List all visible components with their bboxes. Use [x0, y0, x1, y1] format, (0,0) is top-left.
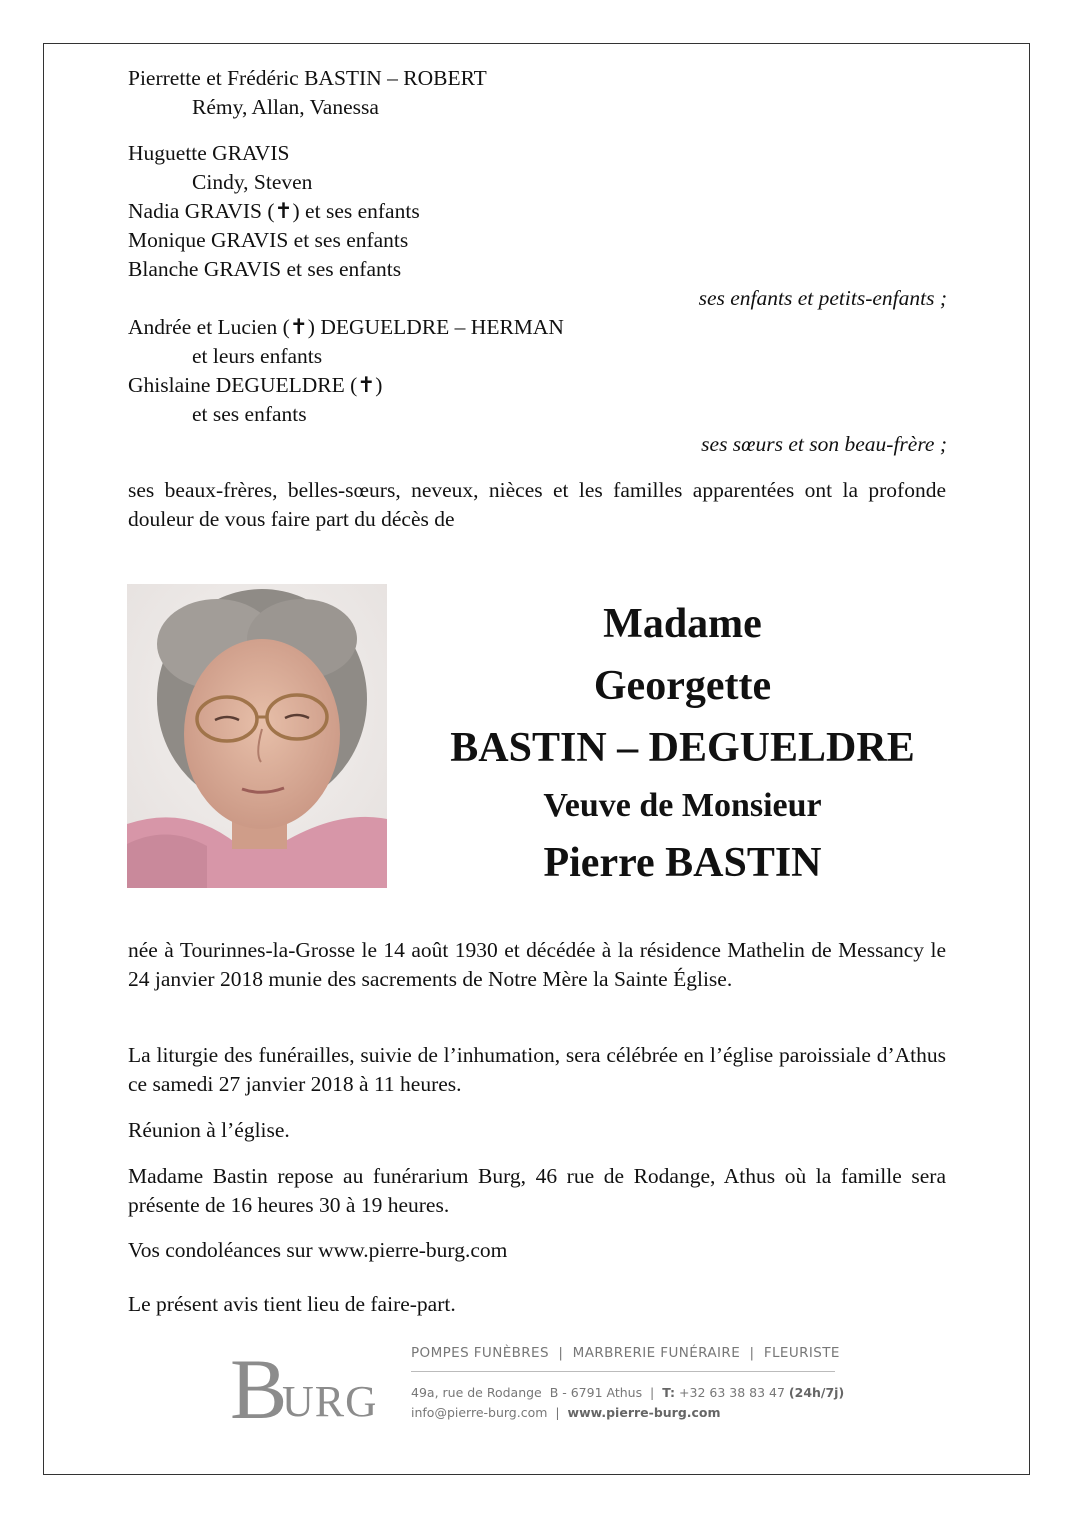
contact-line	[411, 1405, 721, 1420]
deceased-surname: BASTIN – DEGUELDRE	[450, 725, 915, 771]
birth-death-text: née à Tourinnes-la-Grosse le 14 août 1930 et décédée à la résidence Mathelin de Messancy le 24 janvier 2018 munie des sacrements de Notre Mère la Sainte Église.	[128, 938, 946, 991]
spouse-name: Pierre BASTIN	[543, 840, 822, 886]
family-line: et ses enfants	[192, 402, 307, 426]
funeral-text: La liturgie des funérailles, suivie de l’inhumation, sera célébrée en l’église paroissiale d’Athus ce samedi 27 janvier 2018 à 11 heures.	[128, 1043, 946, 1096]
condolences-text[interactable]: Vos condoléances sur www.pierre-burg.com	[128, 1238, 508, 1262]
logo-letters-urg: URG	[282, 1377, 375, 1425]
deceased-relation: Veuve de Monsieur	[543, 787, 822, 824]
phone[interactable]: +32 63 38 83 47	[675, 1385, 789, 1400]
announcement-text: ses beaux-frères, belles-sœurs, neveux, nièces et les familles apparentées ont la profonde douleur de vous faire part du décès de	[128, 478, 946, 531]
deceased-title: Madame	[603, 601, 762, 647]
family-line: et leurs enfants	[192, 344, 323, 368]
family-line: Huguette GRAVIS	[128, 141, 290, 165]
viewing-text: Madame Bastin repose au funérarium Burg, 46 rue de Rodange, Athus où la famille sera présente de 16 heures 30 à 19 heures.	[128, 1164, 946, 1217]
address: 49a, rue de Rodange B - 6791 Athus |	[411, 1385, 663, 1400]
notice-text: Le présent avis tient lieu de faire-part.	[128, 1292, 456, 1316]
deceased-first-name: Georgette	[593, 663, 772, 709]
address-line	[411, 1385, 844, 1400]
meeting-text: Réunion à l’église.	[128, 1118, 290, 1142]
phone-hours: (24h/7j)	[788, 1385, 845, 1400]
family-role: ses sœurs et son beau-frère ;	[701, 432, 947, 456]
burg-logo	[230, 1340, 375, 1425]
family-line: Cindy, Steven	[192, 170, 313, 194]
footer-divider	[411, 1371, 835, 1372]
family-line: Blanche GRAVIS et ses enfants	[128, 257, 402, 281]
phone-label: T:	[662, 1385, 676, 1400]
logo-letter-b: B	[230, 1341, 288, 1425]
family-line: Andrée et Lucien (✝) DEGUELDRE – HERMAN	[128, 315, 564, 339]
services-line: POMPES FUNÈBRES | MARBRERIE FUNÉRAIRE | FLEURISTE	[411, 1345, 840, 1361]
family-role: ses enfants et petits-enfants ;	[698, 286, 947, 310]
family-line: Pierrette et Frédéric BASTIN – ROBERT	[128, 66, 487, 90]
family-line: Nadia GRAVIS (✝) et ses enfants	[128, 199, 420, 223]
portrait-photo	[127, 584, 387, 888]
family-line: Ghislaine DEGUELDRE (✝)	[128, 373, 383, 397]
website-link[interactable]: www.pierre-burg.com	[567, 1405, 721, 1420]
family-line: Rémy, Allan, Vanessa	[192, 95, 379, 119]
email-link[interactable]: info@pierre-burg.com |	[411, 1405, 568, 1420]
family-line: Monique GRAVIS et ses enfants	[128, 228, 409, 252]
